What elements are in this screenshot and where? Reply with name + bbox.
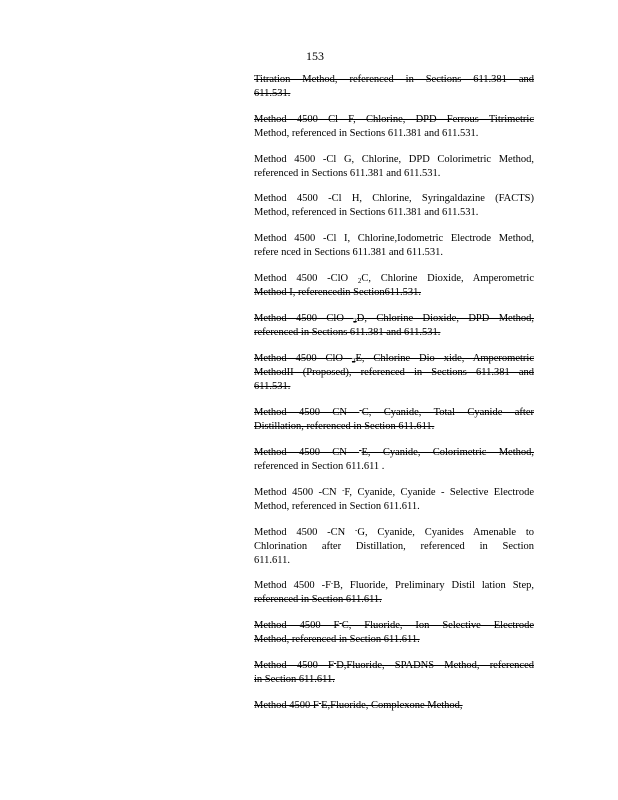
entry-text: G, Cyanide, Cyanides Amenable to [357, 527, 535, 538]
method-entry [254, 73, 534, 101]
struck-text: Method 4500 CN [254, 447, 360, 458]
method-entry [254, 192, 534, 220]
entry-text: referenced in Sections 611.381 and 611.531. [254, 168, 441, 179]
struck-text: Method 4500 F [254, 620, 340, 631]
entry-text: - [355, 526, 358, 534]
struck-text: 2 [353, 317, 357, 325]
method-entry [254, 113, 534, 141]
entry-text: Method 4500 -ClO [254, 273, 358, 284]
entry-line [254, 206, 534, 220]
struck-text: - [359, 446, 362, 454]
entry-line [254, 232, 534, 246]
struck-text: Method 4500 F [254, 700, 319, 711]
entry-line [254, 366, 534, 380]
struck-text: Method, referenced in Section 611.611. [254, 634, 420, 645]
entry-line [254, 659, 534, 673]
entry-line [254, 352, 534, 366]
entry-line [254, 406, 534, 420]
method-entry [254, 272, 534, 300]
entry-text: Method, referenced in Section 611.611. [254, 501, 420, 512]
entry-text: Chlorination after Distillation, referenced in Section [254, 541, 534, 552]
entry-line [254, 312, 534, 326]
struck-text: E, Chlorine Dio xide, Amperometric [355, 353, 534, 364]
struck-text: Distillation, referenced in Section 611.611. [254, 421, 435, 432]
entry-text: Method 4500 -F [254, 580, 331, 591]
entry-line [254, 127, 534, 141]
struck-text: Method 4500 ClO [254, 313, 354, 324]
entry-line [254, 87, 534, 101]
method-entry [254, 446, 534, 474]
entry-text: 611.611. [254, 555, 290, 566]
method-entry [254, 312, 534, 340]
struck-text: E,Fluoride, Complexone Method, [321, 700, 463, 711]
entry-line [254, 554, 534, 568]
struck-text: 611.531. [254, 381, 291, 392]
page-number: 153 [306, 49, 324, 63]
struck-text: Titration Method, referenced in Sections 611.381 and [254, 74, 534, 85]
entry-text: Method 4500 -CN [254, 487, 343, 498]
struck-text: - [359, 406, 362, 414]
method-entry [254, 406, 534, 434]
entry-text: Method 4500 -Cl H, Chlorine, Syringaldazine (FACTS) [254, 193, 534, 204]
method-entry [254, 659, 534, 687]
struck-text: - [339, 619, 342, 627]
method-entry [254, 699, 534, 713]
method-entry [254, 486, 534, 514]
entry-line [254, 167, 534, 181]
struck-text: - [333, 659, 337, 667]
entry-line [254, 420, 534, 434]
entry-text: Method 4500 -Cl G, Chlorine, DPD Colorimetric Method, [254, 154, 534, 165]
entry-line [254, 286, 534, 300]
entry-line [254, 460, 534, 474]
method-entry [254, 619, 534, 647]
entry-line [254, 192, 534, 206]
struck-text: D,Fluoride, SPADNS Method, referenced [336, 660, 534, 671]
entry-line [254, 446, 534, 460]
entry-line [254, 246, 534, 260]
struck-text: C, Fluoride, Ion Selective Electrode [341, 620, 534, 631]
entry-text: B, Fluoride, Preliminary Distil lation Step, [333, 580, 535, 591]
entry-line [254, 540, 534, 554]
entry-line [254, 619, 534, 633]
entry-text: Method 4500 -CN [254, 527, 356, 538]
struck-text: Method I, referencedin Section611.531. [254, 287, 421, 298]
entry-line [254, 380, 534, 394]
entry-line [254, 326, 534, 340]
entry-text: refere nced in Sections 611.381 and 611.531. [254, 247, 444, 258]
struck-text: 2 [351, 357, 356, 365]
struck-text: referenced in Sections 611.381 and 611.531. [254, 327, 441, 338]
struck-text: Method 4500 F [254, 660, 334, 671]
entry-line [254, 699, 534, 713]
entry-line [254, 272, 534, 286]
entry-text: F, Cyanide, Cyanide - Selective Electrode [344, 487, 535, 498]
struck-text: in Section 611.611. [254, 674, 335, 685]
entry-text: - [342, 486, 345, 494]
struck-text: 611.531. [254, 88, 291, 99]
struck-text: Method 4500 Cl F, Chlorine, DPD Ferrous Titrimetric [254, 114, 534, 125]
struck-text: Method 4500 CN [254, 407, 360, 418]
entry-line [254, 633, 534, 647]
method-entry [254, 526, 534, 568]
entry-line [254, 500, 534, 514]
entry-text: Method 4500 -Cl I, Chlorine,Iodometric Electrode Method, [254, 233, 534, 244]
method-entry [254, 352, 534, 394]
method-entry [254, 579, 534, 607]
entry-line [254, 526, 534, 540]
entry-text: referenced in Section 611.611 . [254, 461, 385, 472]
struck-text: referenced in Section 611.611. [254, 594, 382, 605]
entry-line [254, 579, 534, 593]
entry-line [254, 153, 534, 167]
struck-text: C, Cyanide, Total Cyanide after [361, 407, 534, 418]
entry-text: C, Chlorine Dioxide, Amperometric [361, 273, 534, 284]
struck-text: D, Chlorine Dioxide, DPD Method, [356, 313, 534, 324]
entry-line [254, 673, 534, 687]
entry-text: - [330, 579, 334, 587]
entry-text: Method, referenced in Sections 611.381 and 611.531. [254, 128, 479, 139]
method-entry [254, 232, 534, 260]
entry-line [254, 486, 534, 500]
entry-text: Method, referenced in Sections 611.381 and 611.531. [254, 207, 479, 218]
struck-text: - [318, 699, 322, 707]
struck-text: MethodII (Proposed), referenced in Sections 611.381 and [254, 367, 534, 378]
entry-line [254, 593, 534, 607]
struck-text: E, Cyanide, Colorimetric Method, [361, 447, 534, 458]
struck-text: Method 4500 ClO [254, 353, 352, 364]
entry-line [254, 73, 534, 87]
entry-text: 2 [357, 277, 362, 285]
entry-line [254, 113, 534, 127]
method-entry [254, 153, 534, 181]
